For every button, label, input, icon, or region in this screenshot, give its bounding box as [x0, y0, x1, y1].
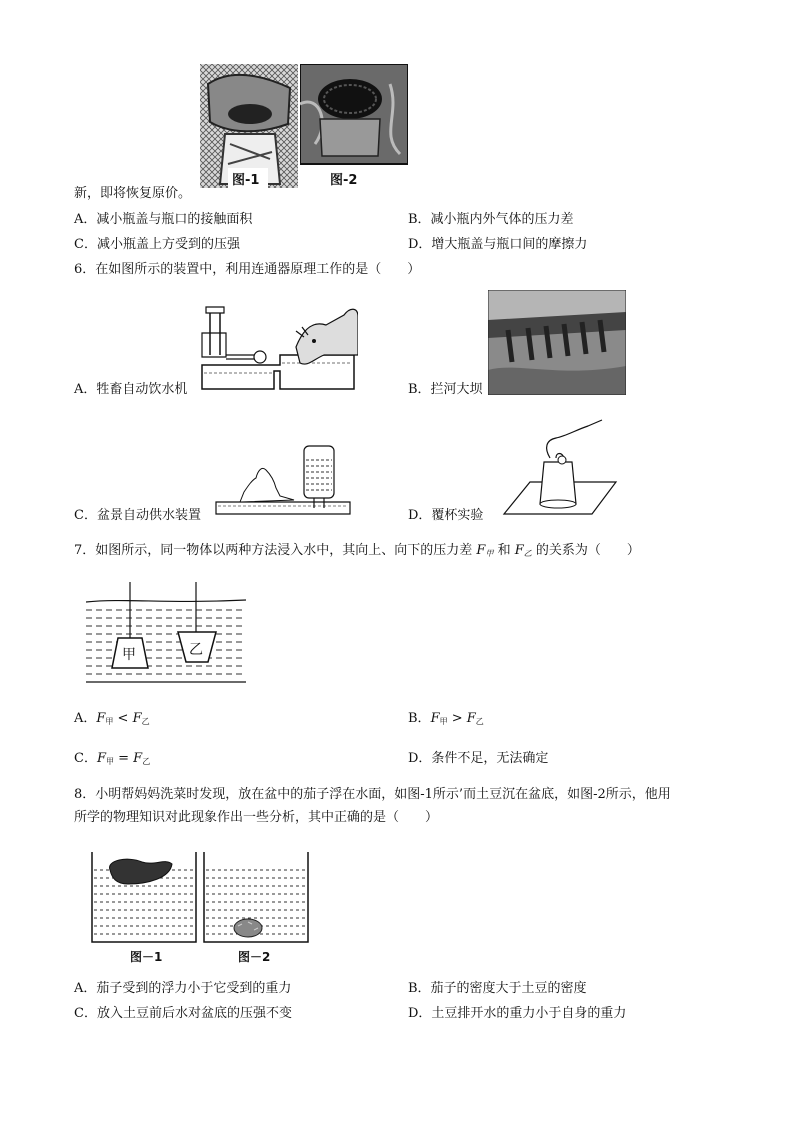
q7-sub-jia: 甲 [439, 717, 448, 726]
q7-sub-jia: 甲 [105, 757, 114, 766]
q7-sub-jia: 甲 [485, 549, 494, 558]
q7-f-symbol: F [96, 751, 106, 766]
q6-stem: 6．在如图所示的装置中，利用连通器原理工作的是（ ） [74, 262, 421, 277]
q7-option-a-op: < [113, 711, 133, 726]
q5-photo-2 [300, 64, 408, 188]
q8-stem-line2: 所学的物理知识对此现象作出一些分析，其中正确的是（ ） [74, 810, 439, 825]
q7-stem-pre: 7．如图所示，同一物体以两种方法浸入水中，其向上、向下的压力差 [74, 543, 473, 558]
q5-option-d: D．增大瓶盖与瓶口间的摩擦力 [408, 237, 588, 252]
q7-sub-jia: 甲 [105, 717, 114, 726]
q7-sub-yi: 乙 [141, 717, 150, 726]
q7-f-symbol: F [96, 711, 106, 726]
q5-option-c: C．减小瓶盖上方受到的压强 [74, 237, 240, 252]
q8-stem-line1: 8．小明帮妈妈洗菜时发现，放在盆中的茄子浮在水面，如图-1所示’而土豆沉在盆底，如图-2所示，他用 [74, 787, 671, 802]
q7-stem-and: 和 [497, 543, 511, 558]
q7-f-symbol: F [466, 711, 476, 726]
q7-sub-yi: 乙 [523, 549, 532, 558]
q7-block-jia-label: 甲 [122, 647, 136, 663]
q5-photo-1 [200, 64, 298, 188]
q6-figure-b-dam [488, 290, 626, 395]
q8-fig1-label: 图－1 [130, 950, 163, 964]
q8-option-a: A．茄子受到的浮力小于它受到的重力 [74, 981, 292, 996]
q6-figure-c-bonsai [214, 444, 352, 516]
q8-option-c: C．放入土豆前后水对盆底的压强不变 [74, 1006, 292, 1021]
q6-option-b: B．拦河大坝 [408, 382, 483, 397]
q7-option-c [74, 750, 150, 771]
q6-figure-a-waterer [196, 297, 358, 393]
q7-sub-yi: 乙 [142, 757, 151, 766]
q7-f-jia [476, 543, 493, 558]
q7-option-b-label: B． [408, 711, 431, 726]
q7-f-symbol: F [476, 543, 486, 558]
q7-option-a [74, 710, 150, 731]
q7-f-yi [515, 543, 532, 558]
q5-option-a: A．减小瓶盖与瓶口的接触面积 [74, 212, 253, 227]
q6-figure-d-cup [500, 418, 618, 518]
q7-f-symbol: F [133, 751, 143, 766]
q7-f-symbol: F [514, 543, 524, 558]
q7-f-symbol: F [430, 711, 440, 726]
q5-option-b: B．减小瓶内外气体的压力差 [408, 212, 574, 227]
q8-option-b: B．茄子的密度大于土豆的密度 [408, 981, 587, 996]
q7-figure-water [86, 580, 246, 684]
q7-option-d: D．条件不足，无法确定 [408, 751, 549, 766]
q8-figure-basins [88, 848, 314, 966]
q7-option-b [408, 710, 484, 731]
q5-photo1-label: 图-1 [232, 173, 260, 188]
q5-stem-tail: 新，即将恢复原价。 [74, 186, 192, 201]
q7-f-symbol: F [132, 711, 142, 726]
q8-fig2-label: 图－2 [238, 950, 271, 964]
q7-stem-post: 的关系为（ ） [535, 543, 640, 558]
q8-option-d: D．土豆排开水的重力小于自身的重力 [408, 1006, 627, 1021]
q7-stem [74, 542, 640, 563]
q6-option-a: A．牲畜自动饮水机 [74, 382, 188, 397]
q7-option-c-op: = [113, 751, 134, 766]
q5-photo2-label: 图-2 [330, 173, 358, 188]
q6-option-d: D．覆杯实验 [408, 508, 484, 523]
q7-sub-yi: 乙 [475, 717, 484, 726]
q7-option-c-label: C． [74, 751, 97, 766]
q6-option-c: C．盆景自动供水装置 [74, 508, 201, 523]
q7-block-yi-label: 乙 [189, 642, 203, 658]
q7-option-a-label: A． [74, 711, 97, 726]
q7-option-b-op: > [447, 711, 467, 726]
